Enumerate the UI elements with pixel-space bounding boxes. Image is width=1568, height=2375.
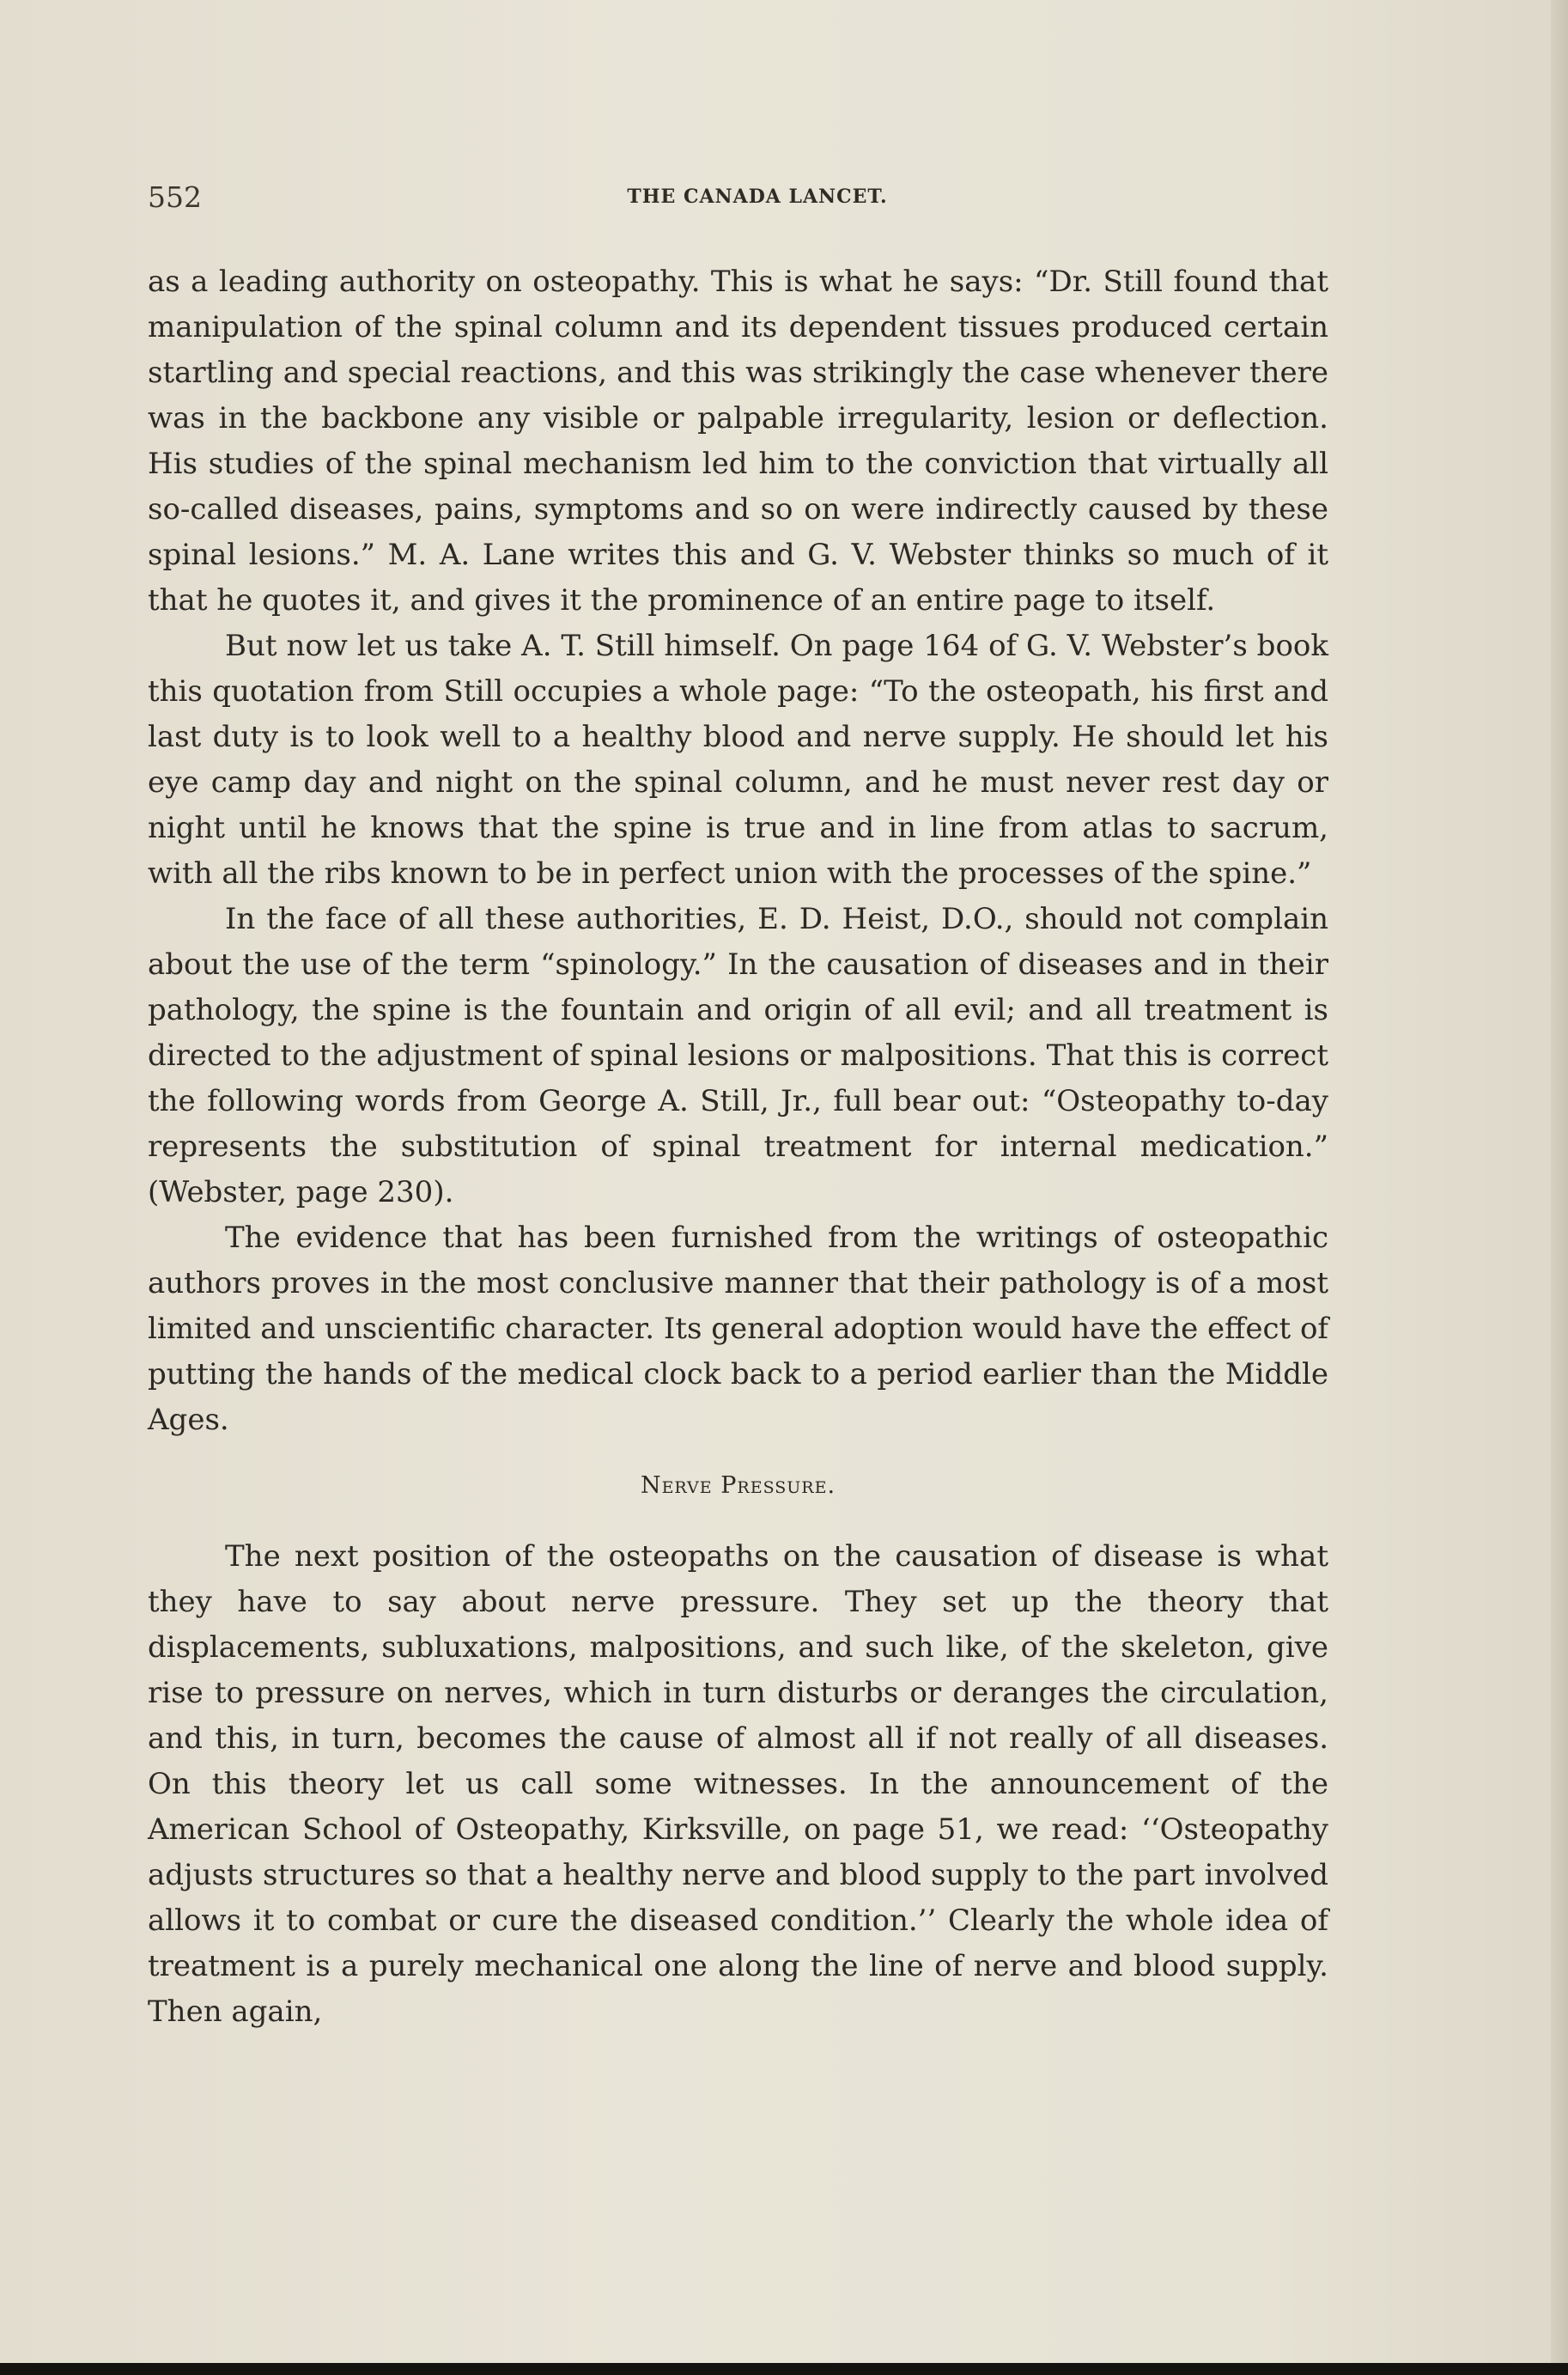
section-heading: Nerve Pressure. [640,1472,836,1499]
paragraph-4: The evidence that has been furnished from the writings of osteopathic authors proves in the most conclusive manner that their pathology is of a most limited and unscientific character. Its general adoption would have the effect of putting the hands of the medical clock back to a period earlier than the Middle Ages. [148,1221,1329,1437]
body-text [148,259,1328,2035]
paragraph-3: In the face of all these authorities, E. D. Heist, D.O., should not complain about the use of the term “spinology.” In the causation of diseases and in their pathology, the spine is the fountain and origin of all evil; and all treatment is directed to the adjustment of spinal lesions or malpositions. That this is correct the following words from George A. Still, Jr., full bear out: “Osteopathy to-day represents the substitution of spinal treatment for internal medication.” (Webster, page 230). [148,902,1328,1209]
page-bottom-border [0,2363,1568,2375]
page-header [148,182,1367,213]
paragraph-5: The next position of the osteopaths on the causation of disease is what they have to say about nerve pressure. They set up the theory that displacements, subluxations, malpositions, and such like, of the skeleton, give rise to pressure on nerves, which in turn disturbs or deranges the circulation, and this, in turn, becomes the cause of almost all if not really of all diseases. On this theory let us call some witnesses. In the announcement of the American School of Osteopathy, Kirksville, on page 51, we read: ‘‘Osteopathy adjusts structures so that a healthy nerve and blood supply to the part involved allows it to combat or cure the diseased condition.’’ Clearly the whole idea of treatment is a purely mechanical one along the line of nerve and blood supply. Then again, [148,1539,1328,2029]
running-title: THE CANADA LANCET. [627,186,888,208]
page-number: 552 [148,180,202,214]
page-edge-shadow [1551,0,1568,2375]
paragraph-2: But now let us take A. T. Still himself. On page 164 of G. V. Webster’s book this quotation from Still occupies a whole page: “To the osteopath, his first and last duty is to look well to a healthy blood and nerve supply. He should let his eye camp day and night on the spinal column, and he must never rest day or night until he knows that the spine is true and in line from atlas to sacrum, with all the ribs known to be in perfect union with the processes of the spine.” [148,629,1328,891]
paragraph-1: as a leading authority on osteopathy. This is what he says: “Dr. Still found that manipulation of the spinal column and its dependent tissues produced certain startling and special reactions, and this was strikingly the case whenever there was in the backbone any visible or palpable irregularity, lesion or deflection. His studies of the spinal mechanism led him to the conviction that virtually all so-called diseases, pains, symptoms and so on were indirectly caused by these spinal lesions.” M. A. Lane writes this and G. V. Webster thinks so much of it that he quotes it, and gives it the prominence of an entire page to itself. [148,265,1328,618]
